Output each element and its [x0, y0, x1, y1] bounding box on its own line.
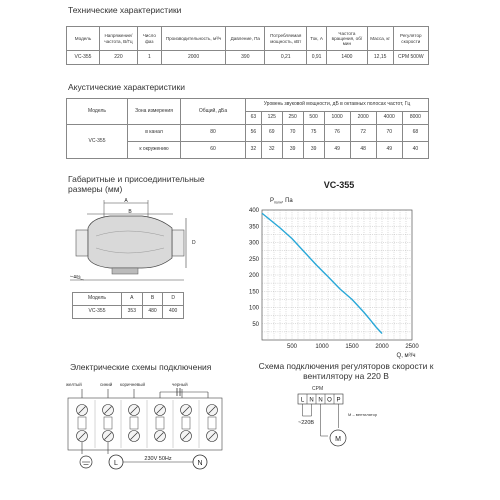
motor-legend: M – вентилятор: [348, 412, 378, 417]
band-cell: 1000: [324, 112, 350, 125]
dim-b-label: B: [128, 209, 132, 215]
acoustic-title: Акустические характеристики: [68, 82, 185, 92]
tech-cell: 0,21: [265, 51, 307, 65]
acoustic-row: [67, 125, 429, 142]
terminal-label: N: [318, 397, 323, 404]
terminal-label: P: [336, 397, 341, 404]
y-tick-label: 50: [252, 321, 259, 328]
dims-table: [72, 292, 184, 319]
tech-cell: 390: [226, 51, 265, 65]
dims-cell: 353: [122, 306, 143, 319]
dims-cell: VC-355: [73, 306, 122, 319]
terminal-block: [130, 417, 138, 429]
acoustic-cell: 75: [303, 125, 324, 142]
terminal-block: [78, 417, 86, 429]
pressure-flow-chart: [240, 172, 430, 362]
wiring-diagram: [60, 378, 230, 478]
band-cell: 125: [261, 112, 282, 125]
motor-letter: M: [335, 436, 341, 443]
y-tick-label: 100: [248, 305, 259, 312]
tech-header-cell: Модель: [67, 27, 100, 51]
tech-header-cell: Частота вращения, об/мин: [327, 27, 368, 51]
wire-label: синий: [100, 382, 113, 387]
acoustic-cell: 69: [261, 125, 282, 142]
terminal-label: O: [327, 397, 332, 404]
tech-cell: 1400: [327, 51, 368, 65]
dim-a-label: A: [124, 198, 128, 204]
wiring-title: Электрические схемы подключения: [70, 362, 212, 372]
cpm-label: CPM: [312, 386, 324, 392]
dims-header-row: [73, 293, 184, 306]
acoustic-total-cell: 80: [181, 125, 246, 142]
x-tick-label: 2000: [375, 344, 389, 350]
acoustic-cell: 49: [324, 142, 350, 159]
dims-cell: 400: [163, 306, 184, 319]
acoustic-cell: 70: [282, 125, 303, 142]
acoustic-cell: 32: [261, 142, 282, 159]
dims-header-cell: B: [142, 293, 163, 306]
regulator-diagram: [288, 384, 398, 464]
acoustic-total-cell: 60: [181, 142, 246, 159]
acoustic-header-row: [67, 99, 429, 112]
dims-data-row: [73, 306, 184, 319]
terminal-label: L: [300, 397, 305, 404]
fan-drawing: [60, 196, 200, 286]
dims-title: Габаритные и присоединительные размеры (мм): [68, 174, 205, 195]
band-cell: 250: [282, 112, 303, 125]
acoustic-cell: 39: [303, 142, 324, 159]
tech-table: [66, 26, 429, 65]
tech-cell: CPM 500W: [393, 51, 428, 65]
tech-header-cell: Масса, кг: [367, 27, 393, 51]
acoustic-cell: 40: [402, 142, 428, 159]
acoustic-header-zone: Зона измерения: [128, 99, 181, 125]
tech-header-cell: Регулятор скорости: [393, 27, 428, 51]
y-tick-label: 200: [248, 273, 259, 279]
wire-label: коричневый: [120, 382, 146, 387]
terminal-block: [182, 417, 190, 429]
y-tick-label: 400: [248, 208, 259, 214]
band-cell: 4000: [376, 112, 402, 125]
x-tick-label: 500: [286, 344, 298, 350]
terminal-block: [104, 417, 112, 429]
tech-title: Технические характеристики: [68, 5, 182, 15]
x-axis-label: Q, м³/ч: [396, 353, 416, 359]
band-cell: 2000: [350, 112, 376, 125]
x-tick-label: 1500: [345, 344, 359, 350]
tech-cell: 2000: [161, 51, 226, 65]
slope-label: 5%: [74, 274, 81, 279]
acoustic-zone-cell: к окружению: [128, 142, 181, 159]
acoustic-cell: 70: [376, 125, 402, 142]
dims-cell: 480: [142, 306, 163, 319]
acoustic-cell: 32: [246, 142, 262, 159]
tech-cell: 220: [99, 51, 137, 65]
dim-d-label: D: [192, 240, 196, 246]
tech-cell: 1: [137, 51, 161, 65]
tech-header-row: [67, 27, 429, 51]
supply-label: ~220В: [298, 420, 315, 426]
acoustic-cell: 68: [402, 125, 428, 142]
acoustic-cell: 76: [324, 125, 350, 142]
x-tick-label: 2500: [405, 344, 419, 350]
neutral-label: N: [197, 460, 203, 467]
tech-header-cell: Потребляемая мощность, кВт: [265, 27, 307, 51]
acoustic-header-model: Модель: [67, 99, 128, 125]
acoustic-cell: 49: [376, 142, 402, 159]
y-tick-label: 300: [248, 240, 259, 247]
terminal-label: N: [309, 397, 314, 404]
acoustic-zone-cell: в канал: [128, 125, 181, 142]
dims-header-cell: D: [163, 293, 184, 306]
acoustic-cell: 39: [282, 142, 303, 159]
acoustic-cell: 56: [246, 125, 262, 142]
tech-cell: 0,91: [307, 51, 327, 65]
acoustic-header-total: Общий, дБа: [181, 99, 246, 125]
x-tick-label: 1000: [315, 344, 329, 350]
tech-header-cell: Ток, А: [307, 27, 327, 51]
tech-header-cell: Напряжение/ частота, В/Гц: [99, 27, 137, 51]
terminal-block: [156, 417, 164, 429]
tech-header-cell: Давление, Па: [226, 27, 265, 51]
y-tick-label: 250: [248, 256, 259, 263]
acoustic-header-bands: Уровень звуковой мощности, дБ в октавных полосах частот, Гц: [246, 99, 429, 112]
chart-title: VC-355: [323, 180, 355, 190]
y-axis-label: $P_{полн}$, Па: [270, 198, 293, 205]
band-cell: 8000: [402, 112, 428, 125]
acoustic-table: [66, 98, 429, 159]
regulator-title: Схема подключения регуляторов скорости к вентилятору на 220 В: [258, 361, 434, 381]
phase-label: L: [114, 460, 118, 467]
tech-cell: VC-355: [67, 51, 100, 65]
wire-label: черный: [172, 382, 188, 387]
tech-cell: 12,15: [367, 51, 393, 65]
terminal-block: [208, 417, 216, 429]
tech-header-cell: Производительность, м³/ч: [161, 27, 226, 51]
band-cell: 500: [303, 112, 324, 125]
band-cell: 63: [246, 112, 262, 125]
y-tick-label: 350: [248, 224, 259, 231]
supply-label: 230V 50Hz: [144, 456, 172, 462]
wire-label: желтый: [66, 382, 82, 387]
tech-header-cell: Число фаз: [137, 27, 161, 51]
dims-header-cell: A: [122, 293, 143, 306]
dims-header-cell: Модель: [73, 293, 122, 306]
acoustic-model-cell: VC-355: [67, 125, 128, 159]
acoustic-cell: 72: [350, 125, 376, 142]
y-tick-label: 150: [248, 289, 259, 296]
tech-data-row: [67, 51, 429, 65]
acoustic-cell: 48: [350, 142, 376, 159]
